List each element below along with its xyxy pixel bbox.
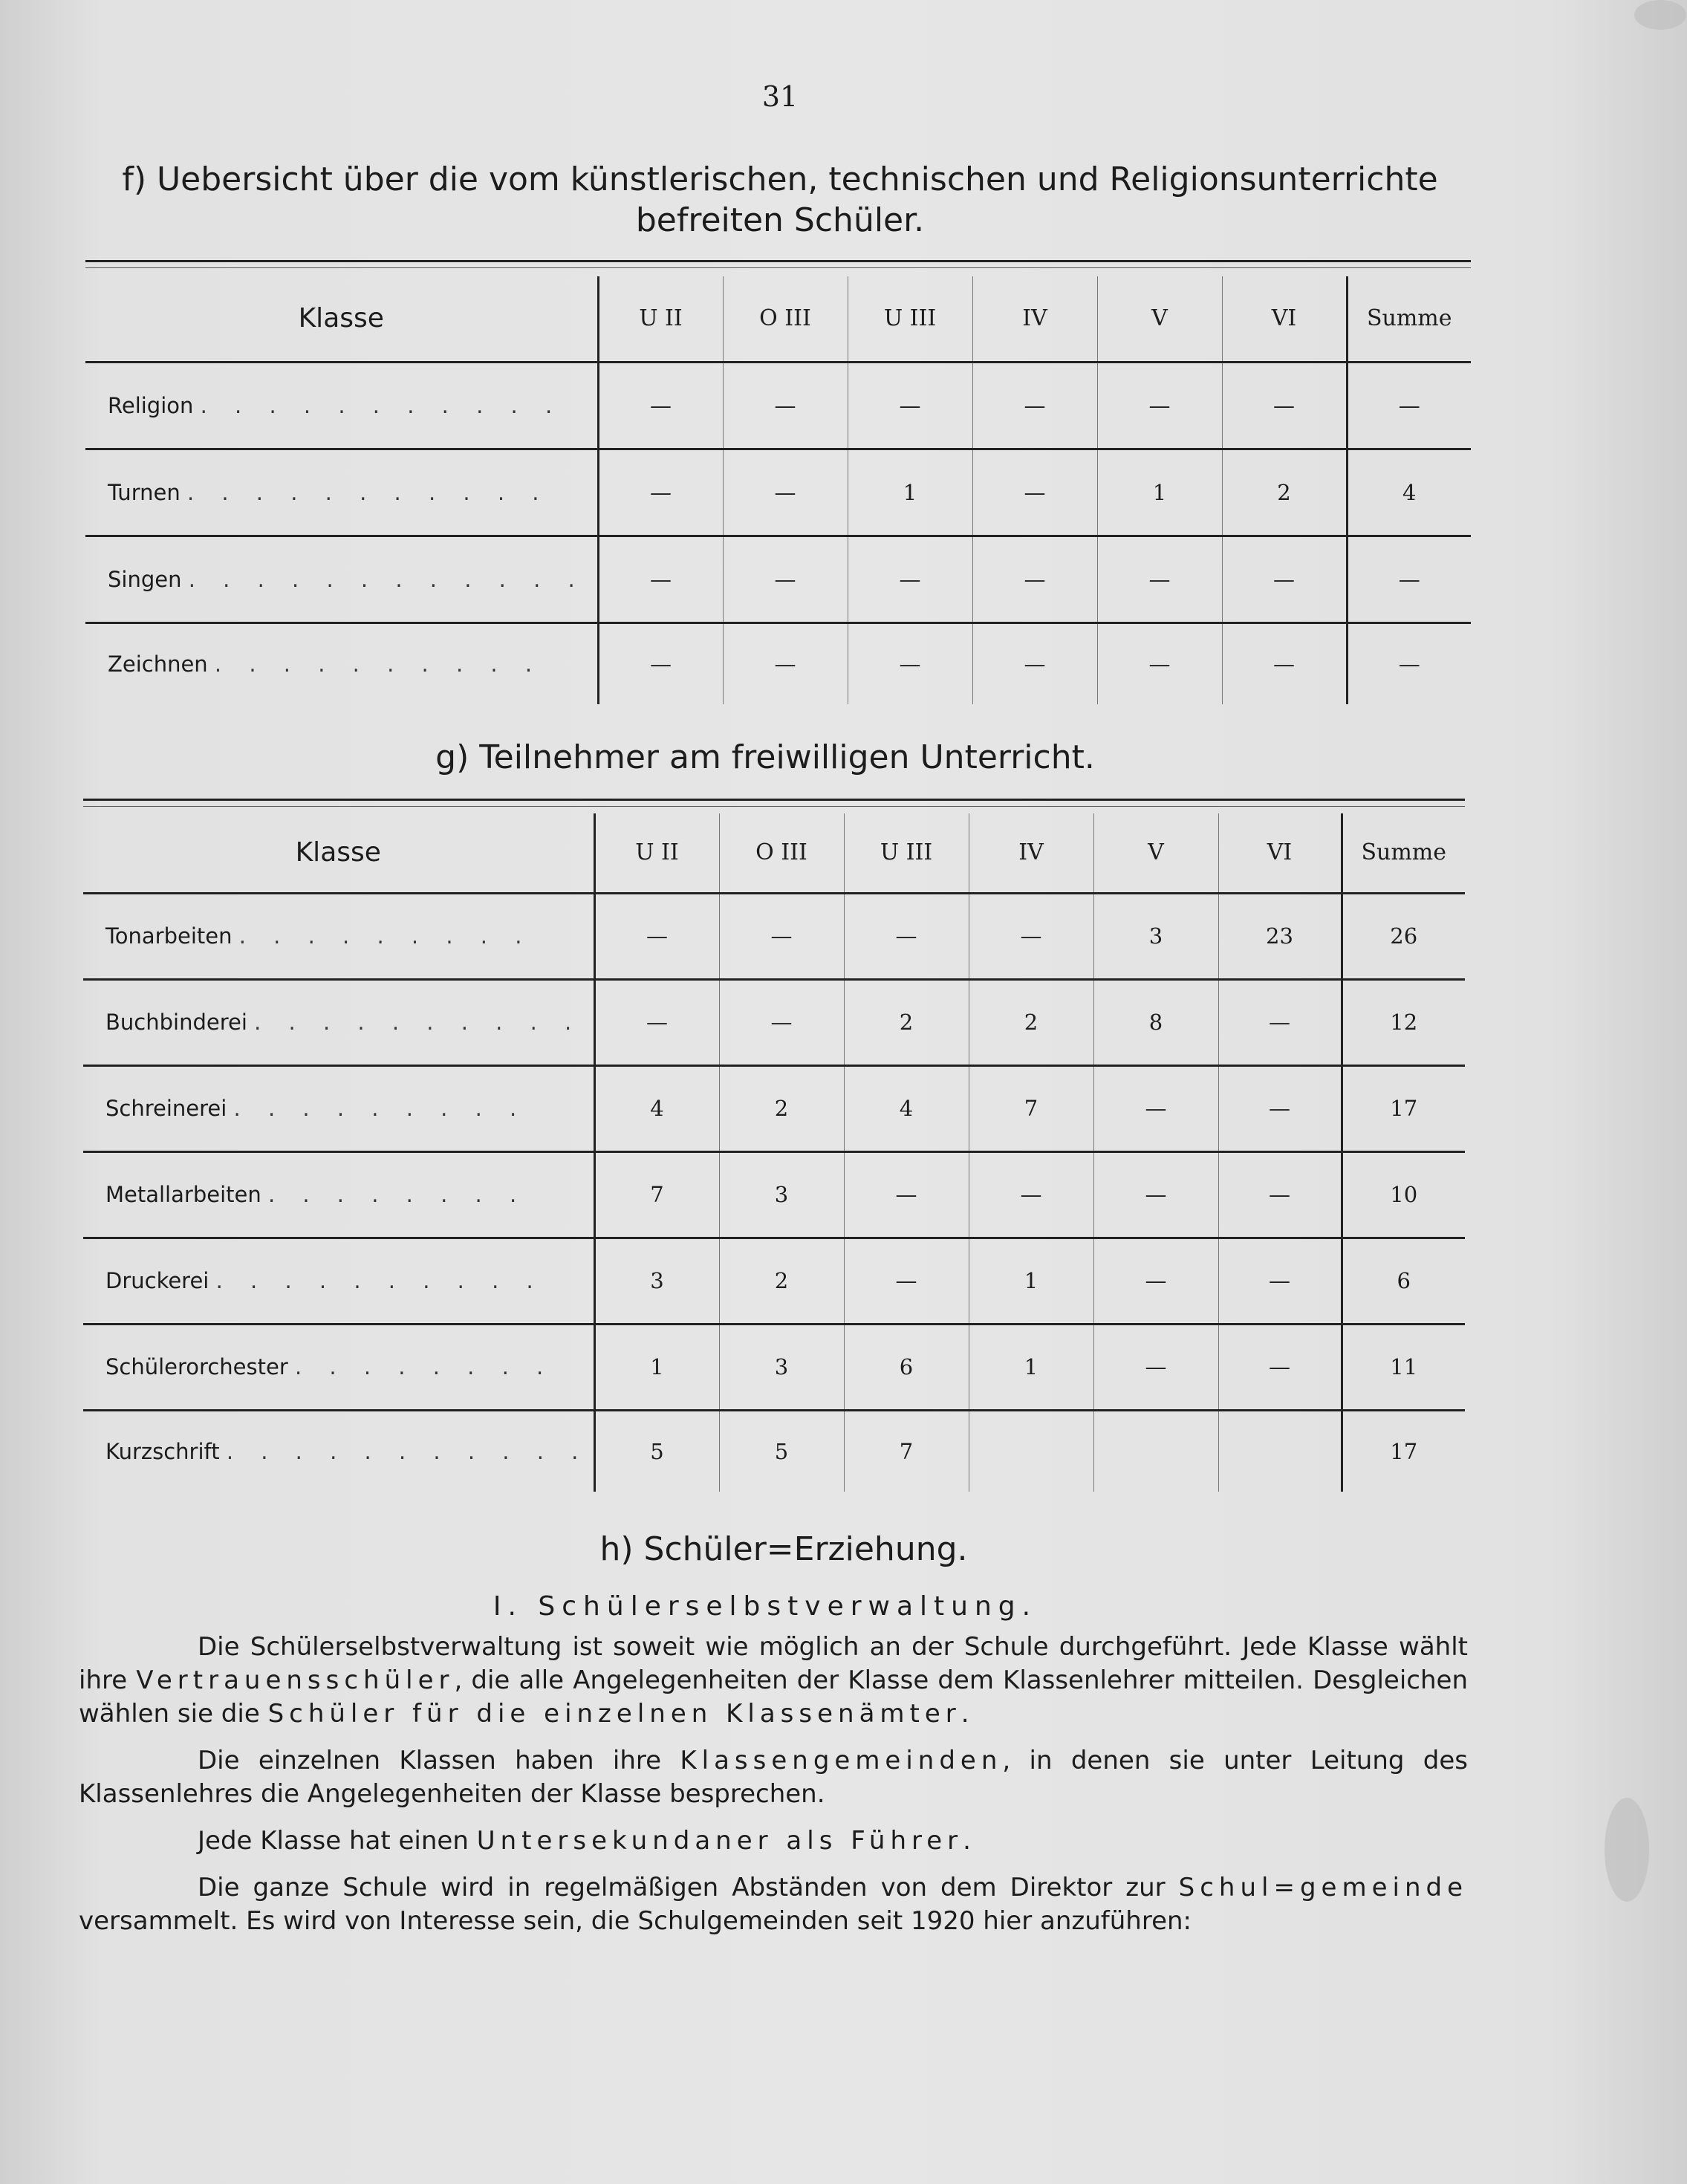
- table-top-rule: [83, 799, 1465, 801]
- table-cell: —: [844, 893, 969, 979]
- table-voluntary-participants: [83, 813, 1465, 1492]
- table-cell: 2: [719, 1238, 844, 1324]
- table-row: [85, 449, 1471, 536]
- paragraph: Die Schülerselbstverwaltung ist soweit wie möglich an der Schule durchgeführt. Jede Klasse wählt ihre Vertrauensschüler, die alle Angelegenheiten der Klasse dem Klassenlehrer mitteilen. Desgleichen wählen sie die Schüler für die einzelnen Klassenämter.: [79, 1632, 1468, 1729]
- header-col: U III: [844, 813, 969, 893]
- table-cell: 1: [848, 449, 972, 536]
- table-cell: —: [1218, 1151, 1342, 1238]
- section-f-title: f) Uebersicht über die vom künstlerischen, technischen und Religionsunterrichte: [122, 160, 1438, 198]
- table-cell: —: [848, 623, 972, 704]
- paragraph: Die ganze Schule wird in regelmäßigen Abständen von dem Direktor zur Schul=gemeinde versammelt. Es wird von Interesse sein, die Schulgemeinden seit 1920 hier anzuführen:: [79, 1873, 1468, 1936]
- table-cell: —: [598, 623, 723, 704]
- table-row: [85, 362, 1471, 449]
- table-cell-sum: 6: [1342, 1238, 1465, 1324]
- table-cell: 5: [594, 1410, 719, 1492]
- table-cell: 1: [594, 1324, 719, 1410]
- table-cell: —: [598, 536, 723, 623]
- table-cell: 2: [844, 979, 969, 1065]
- header-col: U II: [598, 276, 723, 362]
- paragraph: Die einzelnen Klassen haben ihre Klassengemeinden, in denen sie unter Leitung des Klassenlehres die Angelegenheiten der Klasse besprechen.: [79, 1746, 1468, 1809]
- table-cell: 3: [719, 1151, 844, 1238]
- table-cell-sum: 26: [1342, 893, 1465, 979]
- table-cell-sum: 4: [1347, 449, 1471, 536]
- section-g-title: g) Teilnehmer am freiwilligen Unterricht.: [435, 738, 1095, 776]
- table-cell: 7: [844, 1410, 969, 1492]
- row-label: Turnen . . . . . . . . . . .: [85, 449, 598, 536]
- table-cell: 2: [1222, 449, 1347, 536]
- header-klasse: Klasse: [83, 813, 594, 893]
- table-cell-sum: 11: [1342, 1324, 1465, 1410]
- row-label: Buchbinderei . . . . . . . . . .: [83, 979, 594, 1065]
- row-label: Schülerorchester . . . . . . . .: [83, 1324, 594, 1410]
- table-cell: —: [1218, 1065, 1342, 1151]
- header-summe: Summe: [1347, 276, 1471, 362]
- table-cell: 2: [969, 979, 1093, 1065]
- table-cell: 1: [1097, 449, 1222, 536]
- table-cell: 6: [844, 1324, 969, 1410]
- table-cell: —: [598, 449, 723, 536]
- paragraph: Jede Klasse hat einen Untersekundaner als Führer.: [198, 1826, 971, 1856]
- row-label: Religion . . . . . . . . . . .: [85, 362, 598, 449]
- table-row: [83, 1410, 1465, 1492]
- table-cell: 4: [844, 1065, 969, 1151]
- table-row: [85, 536, 1471, 623]
- row-label: Druckerei . . . . . . . . . .: [83, 1238, 594, 1324]
- table-cell: 3: [719, 1324, 844, 1410]
- page-smudge: [1605, 1798, 1649, 1902]
- table-top-rule-thin: [85, 267, 1471, 268]
- table-cell-sum: —: [1347, 362, 1471, 449]
- table-cell: —: [723, 536, 848, 623]
- row-label: Kurzschrift . . . . . . . . . . .: [105, 1438, 589, 1464]
- header-col: IV: [969, 813, 1093, 893]
- table-cell: —: [719, 979, 844, 1065]
- table-row: [83, 1238, 1465, 1324]
- row-label: Zeichnen . . . . . . . . . .: [108, 651, 543, 677]
- table-cell: —: [1222, 623, 1347, 704]
- table-cell: 23: [1218, 893, 1342, 979]
- table-cell: —: [848, 536, 972, 623]
- body-text: [79, 1631, 1468, 1951]
- section-h-subtitle: I. Schülerselbstverwaltung.: [493, 1591, 1038, 1622]
- table-exempted-students: [85, 276, 1471, 704]
- table-cell: —: [598, 362, 723, 449]
- table-cell-sum: 12: [1342, 979, 1465, 1065]
- table-cell: —: [1093, 1065, 1218, 1151]
- table-row: [83, 1324, 1465, 1410]
- row-label: Schreinerei . . . . . . . . .: [83, 1065, 594, 1151]
- table-cell: —: [594, 893, 719, 979]
- table-cell: 5: [719, 1410, 844, 1492]
- header-col: U II: [594, 813, 719, 893]
- table-cell-sum: 10: [1342, 1151, 1465, 1238]
- table-cell: —: [1093, 1238, 1218, 1324]
- header-col: VI: [1222, 276, 1347, 362]
- table-cell: —: [1097, 362, 1222, 449]
- table-cell: —: [969, 893, 1093, 979]
- table-header-row: [85, 276, 1471, 362]
- table-cell: [1093, 1410, 1218, 1492]
- table-cell: —: [723, 362, 848, 449]
- table-cell: —: [1218, 979, 1342, 1065]
- section-h-title: h) Schüler=Erziehung.: [599, 1530, 968, 1568]
- table-cell: —: [1218, 1324, 1342, 1410]
- header-col: IV: [972, 276, 1097, 362]
- table-cell: 7: [594, 1151, 719, 1238]
- row-label: Metallarbeiten . . . . . . . .: [83, 1151, 594, 1238]
- table-cell: 1: [969, 1238, 1093, 1324]
- table-cell: 8: [1093, 979, 1218, 1065]
- table-cell: —: [723, 449, 848, 536]
- table-cell: —: [844, 1151, 969, 1238]
- table-cell: [969, 1410, 1093, 1492]
- table-cell: —: [972, 449, 1097, 536]
- table-cell: —: [972, 623, 1097, 704]
- page-number: 31: [761, 80, 799, 113]
- table-cell: 2: [719, 1065, 844, 1151]
- table-cell: —: [969, 1151, 1093, 1238]
- table-cell: —: [844, 1238, 969, 1324]
- table-row: [83, 1151, 1465, 1238]
- table-cell: —: [1093, 1151, 1218, 1238]
- table-cell: —: [1097, 623, 1222, 704]
- table-cell: 4: [594, 1065, 719, 1151]
- table-cell-sum: —: [1347, 623, 1471, 704]
- table-cell: 3: [1093, 893, 1218, 979]
- table-cell: 3: [594, 1238, 719, 1324]
- header-col: U III: [848, 276, 972, 362]
- table-cell: —: [1093, 1324, 1218, 1410]
- table-cell-sum: 17: [1342, 1065, 1465, 1151]
- header-col: O III: [723, 276, 848, 362]
- table-cell: —: [1222, 362, 1347, 449]
- header-col: O III: [719, 813, 844, 893]
- table-cell: —: [848, 362, 972, 449]
- table-cell: 7: [969, 1065, 1093, 1151]
- table-cell: —: [1222, 536, 1347, 623]
- table-cell: —: [1218, 1238, 1342, 1324]
- table-row: [83, 979, 1465, 1065]
- table-cell: [1218, 1410, 1342, 1492]
- table-cell-sum: 17: [1342, 1410, 1465, 1492]
- table-cell: —: [1097, 536, 1222, 623]
- header-col: V: [1097, 276, 1222, 362]
- header-col: VI: [1218, 813, 1342, 893]
- header-summe: Summe: [1342, 813, 1465, 893]
- section-f-title-line2: befreiten Schüler.: [635, 201, 925, 239]
- table-row: [83, 1065, 1465, 1151]
- table-cell: 1: [969, 1324, 1093, 1410]
- header-col: V: [1093, 813, 1218, 893]
- table-cell: —: [972, 536, 1097, 623]
- page-smudge: [1634, 0, 1686, 30]
- header-klasse: Klasse: [85, 276, 598, 362]
- table-top-rule: [85, 260, 1471, 262]
- table-header-row: [83, 813, 1465, 893]
- table-row: [83, 893, 1465, 979]
- table-cell: —: [719, 893, 844, 979]
- table-cell: —: [972, 362, 1097, 449]
- table-top-rule-thin: [83, 806, 1465, 807]
- row-label: Singen . . . . . . . . . . . .: [85, 536, 598, 623]
- table-cell: —: [723, 623, 848, 704]
- table-cell-sum: —: [1347, 536, 1471, 623]
- row-label: Tonarbeiten . . . . . . . . .: [83, 893, 594, 979]
- table-cell: —: [594, 979, 719, 1065]
- table-row: [85, 623, 1471, 704]
